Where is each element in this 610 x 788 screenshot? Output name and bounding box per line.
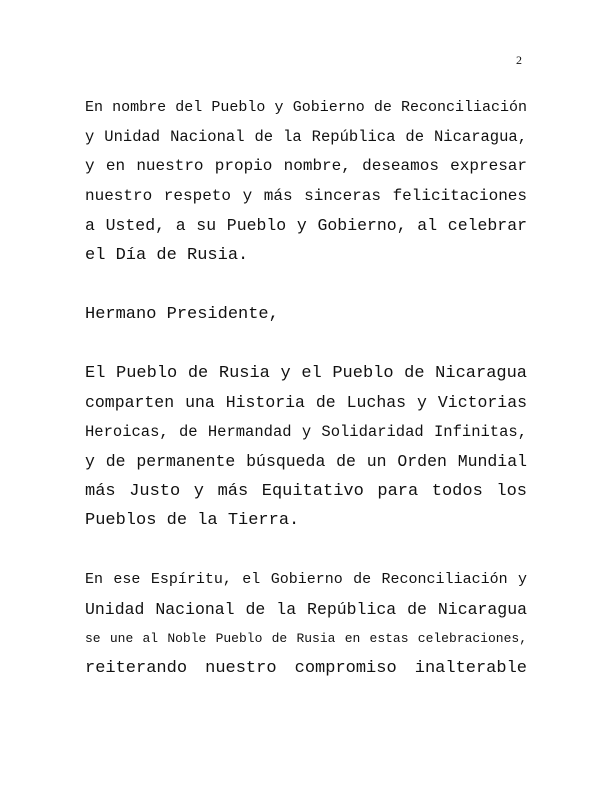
- paragraph-1-line-2: y Unidad Nacional de la República de Nicaragua,: [85, 127, 527, 146]
- paragraph-3-line-2: comparten una Historia de Luchas y Victorias: [85, 393, 527, 412]
- paragraph-1-line-3: y en nuestro propio nombre, deseamos expresar: [85, 157, 527, 175]
- paragraph-4-line-1: En ese Espíritu, el Gobierno de Reconciliación y: [85, 571, 527, 588]
- paragraph-4-line-4: reiterando nuestro compromiso inalterable: [85, 658, 527, 678]
- letter-body: [85, 93, 527, 683]
- paragraph-spacer: [85, 329, 527, 359]
- paragraph-spacer: [85, 270, 527, 300]
- paragraph-4-line-2: Unidad Nacional de la República de Nicaragua: [85, 599, 527, 619]
- paragraph-3-line-4: y de permanente búsqueda de un Orden Mundial: [85, 452, 527, 471]
- paragraph-spacer: [85, 536, 527, 566]
- paragraph-3-line-6: Pueblos de la Tierra.: [85, 511, 300, 530]
- paragraph-1-line-6: el Día de Rusia.: [85, 245, 249, 265]
- page-number: 2: [516, 53, 522, 67]
- paragraph-1-line-1: En nombre del Pueblo y Gobierno de Reconciliación: [85, 99, 527, 116]
- paragraph-4-line-3: se une al Noble Pueblo de Rusia en estas celebraciones,: [85, 631, 527, 646]
- paragraph-3-line-1: El Pueblo de Rusia y el Pueblo de Nicaragua: [85, 363, 527, 383]
- paragraph-1-line-5: a Usted, a su Pueblo y Gobierno, al celebrar: [85, 216, 527, 235]
- paragraph-1-line-4: nuestro respeto y más sinceras felicitaciones: [85, 186, 527, 205]
- paragraph-3-line-5: más Justo y más Equitativo para todos los: [85, 481, 527, 501]
- salutation: Hermano Presidente,: [85, 304, 279, 324]
- paragraph-3-line-3: Heroicas, de Hermandad y Solidaridad Infinitas,: [85, 422, 527, 441]
